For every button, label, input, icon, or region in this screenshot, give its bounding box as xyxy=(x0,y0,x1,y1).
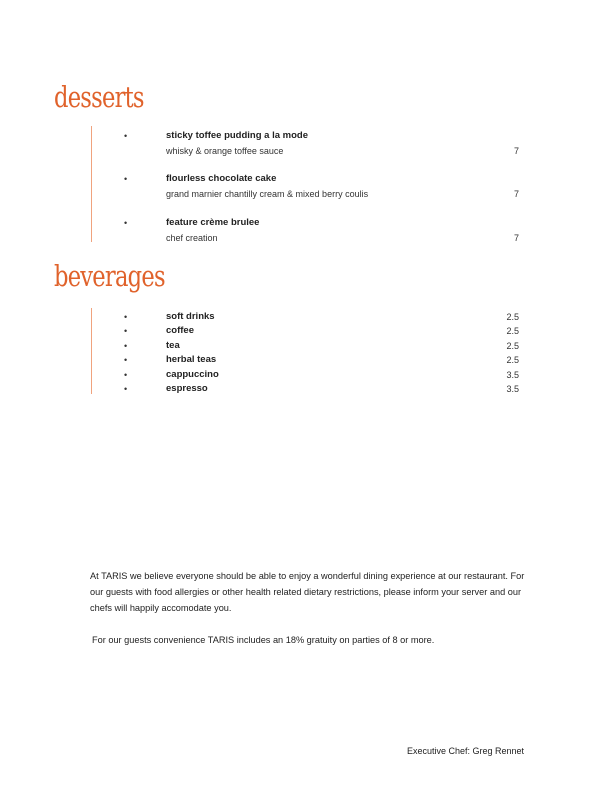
beverages-heading: beverages xyxy=(54,259,165,293)
bullet: • xyxy=(124,218,128,228)
item-price: 2.5 xyxy=(506,326,519,336)
bullet: • xyxy=(124,355,128,365)
allergy-note: At TARIS we believe everyone should be able to enjoy a wonderful dining experience at our restaurant. For our guests with food allergies or other health related dietary restrictions, please inform your server and our chefs will happily accomodate you. xyxy=(90,571,525,613)
bullet: • xyxy=(124,384,128,394)
bullet: • xyxy=(124,341,128,351)
item-name: flourless chocolate cake xyxy=(166,173,277,184)
item-name: coffee xyxy=(166,325,194,336)
item-price: 7 xyxy=(513,233,519,243)
gratuity-note: For our guests convenience TARIS includes an 18% gratuity on parties of 8 or more. xyxy=(92,635,435,645)
beverages-divider-line xyxy=(91,308,92,394)
item-name: tea xyxy=(166,340,180,351)
bullet: • xyxy=(124,370,128,380)
item-name: sticky toffee pudding a la mode xyxy=(166,130,308,141)
item-name: herbal teas xyxy=(166,354,217,365)
item-price: 2.5 xyxy=(506,341,519,351)
item-name: soft drinks xyxy=(166,311,215,322)
bullet: • xyxy=(124,326,128,336)
desserts-divider-line xyxy=(91,126,92,242)
item-description: whisky & orange toffee sauce xyxy=(166,146,284,156)
desserts-heading: desserts xyxy=(54,80,144,114)
bullet: • xyxy=(124,131,128,141)
item-price: 2.5 xyxy=(506,312,519,322)
executive-chef-credit: Executive Chef: Greg Rennet xyxy=(406,746,524,756)
item-price: 2.5 xyxy=(506,355,519,365)
item-name: cappuccino xyxy=(166,369,219,380)
bullet: • xyxy=(124,174,128,184)
item-price: 7 xyxy=(513,146,519,156)
item-price: 3.5 xyxy=(506,370,519,380)
item-name: feature crème brulee xyxy=(166,217,260,228)
item-name: espresso xyxy=(166,383,208,394)
item-description: grand marnier chantilly cream & mixed berry coulis xyxy=(166,189,369,199)
item-price: 7 xyxy=(513,189,519,199)
bullet: • xyxy=(124,312,128,322)
item-description: chef creation xyxy=(166,233,218,243)
item-price: 3.5 xyxy=(506,384,519,394)
